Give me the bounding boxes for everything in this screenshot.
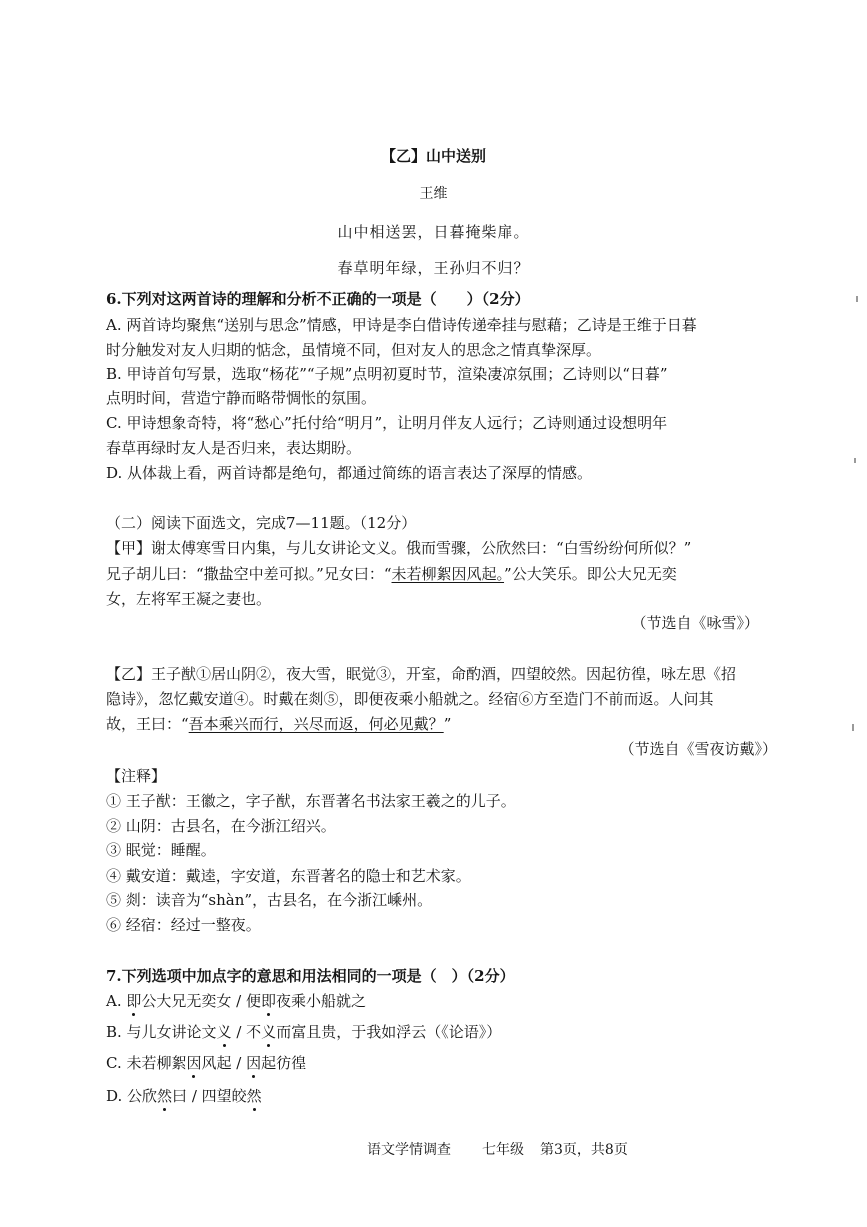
passage-yi-line3-b: ” — [443, 715, 452, 733]
passage-jia-line2 — [106, 564, 677, 584]
notes-heading: 【注释】 — [106, 767, 167, 785]
poem-author: 王维 — [419, 186, 448, 202]
q7-c-dotted-char-2: 因 — [246, 1054, 262, 1072]
q7-a-text: A. — [106, 992, 127, 1010]
scan-speck — [852, 724, 854, 731]
passage-jia-underlined-sentence: 未若柳絮因风起。 — [391, 565, 505, 583]
q7-c-text-mid: 风起 / — [201, 1054, 247, 1072]
passage-jia-line1: 【甲】谢太傅寒雪日内集，与儿女讲论文义。俄而雪骤，公欣然曰：“白雪纷纷何所似？” — [106, 539, 692, 557]
passage-yi-line2: 隐诗》，忽忆戴安道④。时戴在剡⑤，即便夜乘小船就之。经宿⑥方至造门不前而返。人问其 — [106, 690, 714, 708]
poem-line-1: 山中相送罢，日暮掩柴扉。 — [337, 223, 530, 241]
note-item-6: ⑥ 经宿：经过一整夜。 — [106, 916, 261, 934]
footer-subject: 语文学情调查 — [367, 1142, 451, 1158]
q6-option-c-line2: 春草再绿时友人是否归来，表达期盼。 — [106, 439, 362, 457]
passage-jia-line2-a: 兄子胡儿曰：“撒盐空中差可拟。”兄女曰：“ — [106, 565, 392, 583]
q7-b-dotted-char-2: 义 — [261, 1023, 277, 1041]
scan-speck — [856, 296, 858, 302]
q7-a-text-mid: 公大兄无奕女 / 便 — [141, 992, 261, 1010]
note-item-5: ⑤ 剡：读音为“shàn”，古县名，在今浙江嵊州。 — [106, 891, 433, 909]
scan-speck — [854, 458, 856, 463]
passage-yi-underlined-sentence: 吾本乘兴而行，兴尽而返，何必见戴？ — [188, 715, 444, 733]
passage-jia-line3: 女，左将军王凝之妻也。 — [106, 590, 272, 608]
q7-option-d — [106, 1086, 262, 1106]
passage-jia-source: （节选自《咏雪》） — [631, 614, 759, 632]
q6-stem: 6.下列对这两首诗的理解和分析不正确的一项是（ ）（2分） — [106, 290, 530, 308]
q7-a-dotted-char-2: 即 — [260, 992, 276, 1010]
q7-stem: 7.下列选项中加点字的意思和用法相同的一项是（ ）（2分） — [106, 967, 515, 985]
passage-yi-line1: 【乙】王子猷①居山阴②，夜大雪，眠觉③，开室，命酌酒，四望皎然。因起彷徨，咏左思《招 — [106, 665, 737, 683]
q6-option-b-line2: 点明时间，营造宁静而略带惆怅的氛围。 — [106, 389, 377, 407]
q6-option-c-line1: C. 甲诗想象奇特，将“愁心”托付给“明月”，让明月伴友人远行；乙诗则通过设想明年 — [106, 414, 668, 432]
q6-option-d-line1: D. 从体裁上看，两首诗都是绝句，都通过简练的语言表达了深厚的情感。 — [106, 464, 593, 482]
q7-c-text: C. 未若柳絮 — [106, 1054, 187, 1072]
q7-d-dotted-char-1: 然 — [157, 1087, 173, 1105]
q7-c-dotted-char-1: 因 — [186, 1054, 202, 1072]
q7-a-dotted-char-1: 即 — [126, 992, 142, 1010]
footer-grade: 七年级 — [482, 1142, 524, 1158]
q7-b-text: B. 与儿女讲论文 — [106, 1023, 217, 1041]
q7-a-text-post: 夜乘小船就之 — [276, 992, 367, 1010]
passage-yi-line3 — [106, 714, 451, 734]
q7-option-a — [106, 991, 366, 1011]
q7-d-text: D. 公欣 — [106, 1087, 158, 1105]
q7-c-text-post: 起彷徨 — [261, 1054, 307, 1072]
section2-heading: （二）阅读下面选文，完成7—11题。（12分） — [106, 514, 417, 532]
q7-d-text-mid: 曰 / 四望皎 — [172, 1087, 247, 1105]
q7-d-dotted-char-2: 然 — [246, 1087, 262, 1105]
q7-b-dotted-char-1: 义 — [216, 1023, 232, 1041]
footer-page-number: 第3页，共8页 — [540, 1142, 628, 1158]
note-item-4: ④ 戴安道：戴逵，字安道，东晋著名的隐士和艺术家。 — [106, 867, 471, 885]
q6-option-a-line2: 时分触发对友人归期的惦念，虽情境不同，但对友人的思念之情真挚深厚。 — [106, 341, 602, 359]
q7-b-text-post: 而富且贵，于我如浮云（《论语》） — [276, 1023, 502, 1041]
q7-option-c — [106, 1053, 306, 1073]
q6-option-b-line1: B. 甲诗首句写景，选取“杨花”“子规”点明初夏时节，渲染凄凉氛围；乙诗则以“日暮” — [106, 365, 668, 383]
passage-jia-line2-b: ”公大笑乐。即公大兄无奕 — [504, 565, 677, 583]
note-item-1: ① 王子猷：王徽之，字子猷，东晋著名书法家王羲之的儿子。 — [106, 792, 516, 810]
poem-line-2: 春草明年绿，王孙归不归？ — [337, 259, 530, 277]
note-item-3: ③ 眠觉：睡醒。 — [106, 841, 216, 859]
q6-option-a-line1: A. 两首诗均聚焦“送别与思念”情感，甲诗是李白借诗传递牵挂与慰藉；乙诗是王维于日暮 — [106, 316, 697, 334]
note-item-2: ② 山阴：古县名，在今浙江绍兴。 — [106, 817, 336, 835]
poem-title: 【乙】山中送别 — [380, 147, 486, 165]
q7-option-b — [106, 1022, 501, 1042]
passage-yi-source: （节选自《雪夜访戴》） — [619, 740, 777, 758]
passage-yi-line3-a: 故，王曰：“ — [106, 715, 189, 733]
q7-b-text-mid: / 不 — [231, 1023, 262, 1041]
